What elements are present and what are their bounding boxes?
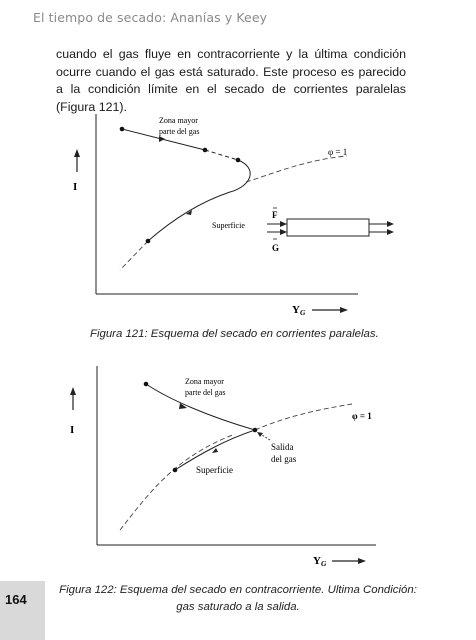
figure-122-zone-label-1: Zona mayor (185, 377, 224, 386)
figure-122-exit-dot (253, 428, 258, 433)
figure-122-x-label: YG (313, 555, 327, 568)
figure-121-caption: Figura 121: Esquema del secado en corrientes paralelas. (90, 328, 379, 340)
figure-122 (60, 362, 420, 576)
figure-122-saturation-curve (255, 404, 352, 430)
figure-121-phi-label: φ = 1 (328, 147, 348, 157)
figure-121-zone-label-1: Zona mayor (159, 116, 198, 125)
body-paragraph: cuando el gas fluye en contracorriente y la última condición ocurre cuando el gas está saturado. Este proceso es parecido a la condición límite en el secado de corrientes paralelas (Figura 121). (56, 47, 406, 114)
figure-121-gas-path-dashed (205, 150, 238, 160)
figure-121-mid-dot (203, 148, 208, 153)
figure-122-start-dot (144, 382, 149, 387)
y-arrowhead-icon (74, 149, 80, 157)
figure-122-y-label: I (70, 424, 75, 436)
figure-121-flow-f-label: F (272, 210, 278, 220)
figure-121-flow-g-label: G (272, 243, 280, 253)
figure-122-exit-label-1: Salida (271, 442, 294, 452)
figure-122-exit-label-2: del gas (271, 454, 297, 464)
figure-121-surface-dot (146, 239, 151, 244)
figure-122-surface-label: Superficie (196, 465, 233, 475)
figure-121-surface-label: Superficie (212, 221, 245, 230)
x-arrowhead-icon (340, 307, 348, 313)
figure-122-surface-arrow-icon (212, 448, 218, 453)
figure-121-surface-path-dashed (120, 241, 148, 270)
figure-121 (60, 108, 420, 323)
figure-122-zone-label-2: parte del gas (185, 388, 226, 397)
figure-122-caption-line-1: Figura 122: Esquema del secado en contracorriente. Ultima Condición: (59, 584, 417, 596)
page-number: 164 (5, 592, 27, 607)
figure-122-caption-line-2: gas saturado a la salida. (176, 600, 300, 613)
y-arrowhead-icon (70, 387, 76, 395)
figure-121-saturation-curve (246, 156, 347, 182)
figure-121-path-arrow-icon (159, 136, 165, 142)
figure-121-zone-label-2: parte del gas (159, 127, 200, 136)
figure-121-turn-dot (236, 158, 241, 163)
figure-121-dryer-box (287, 219, 369, 236)
figure-121-x-label: YG (292, 304, 306, 317)
page-number-tab (0, 581, 45, 640)
figure-122-surface-dot (173, 468, 178, 473)
figure-121-y-label: I (73, 181, 78, 193)
figure-122-lower-dashed (120, 434, 235, 530)
figure-122-caption (58, 582, 418, 615)
figure-122-phi-label: φ = 1 (352, 411, 372, 421)
running-title: El tiempo de secado: Ananías y Keey (33, 10, 268, 25)
figure-121-start-dot (120, 127, 125, 132)
x-arrowhead-icon (358, 558, 366, 564)
